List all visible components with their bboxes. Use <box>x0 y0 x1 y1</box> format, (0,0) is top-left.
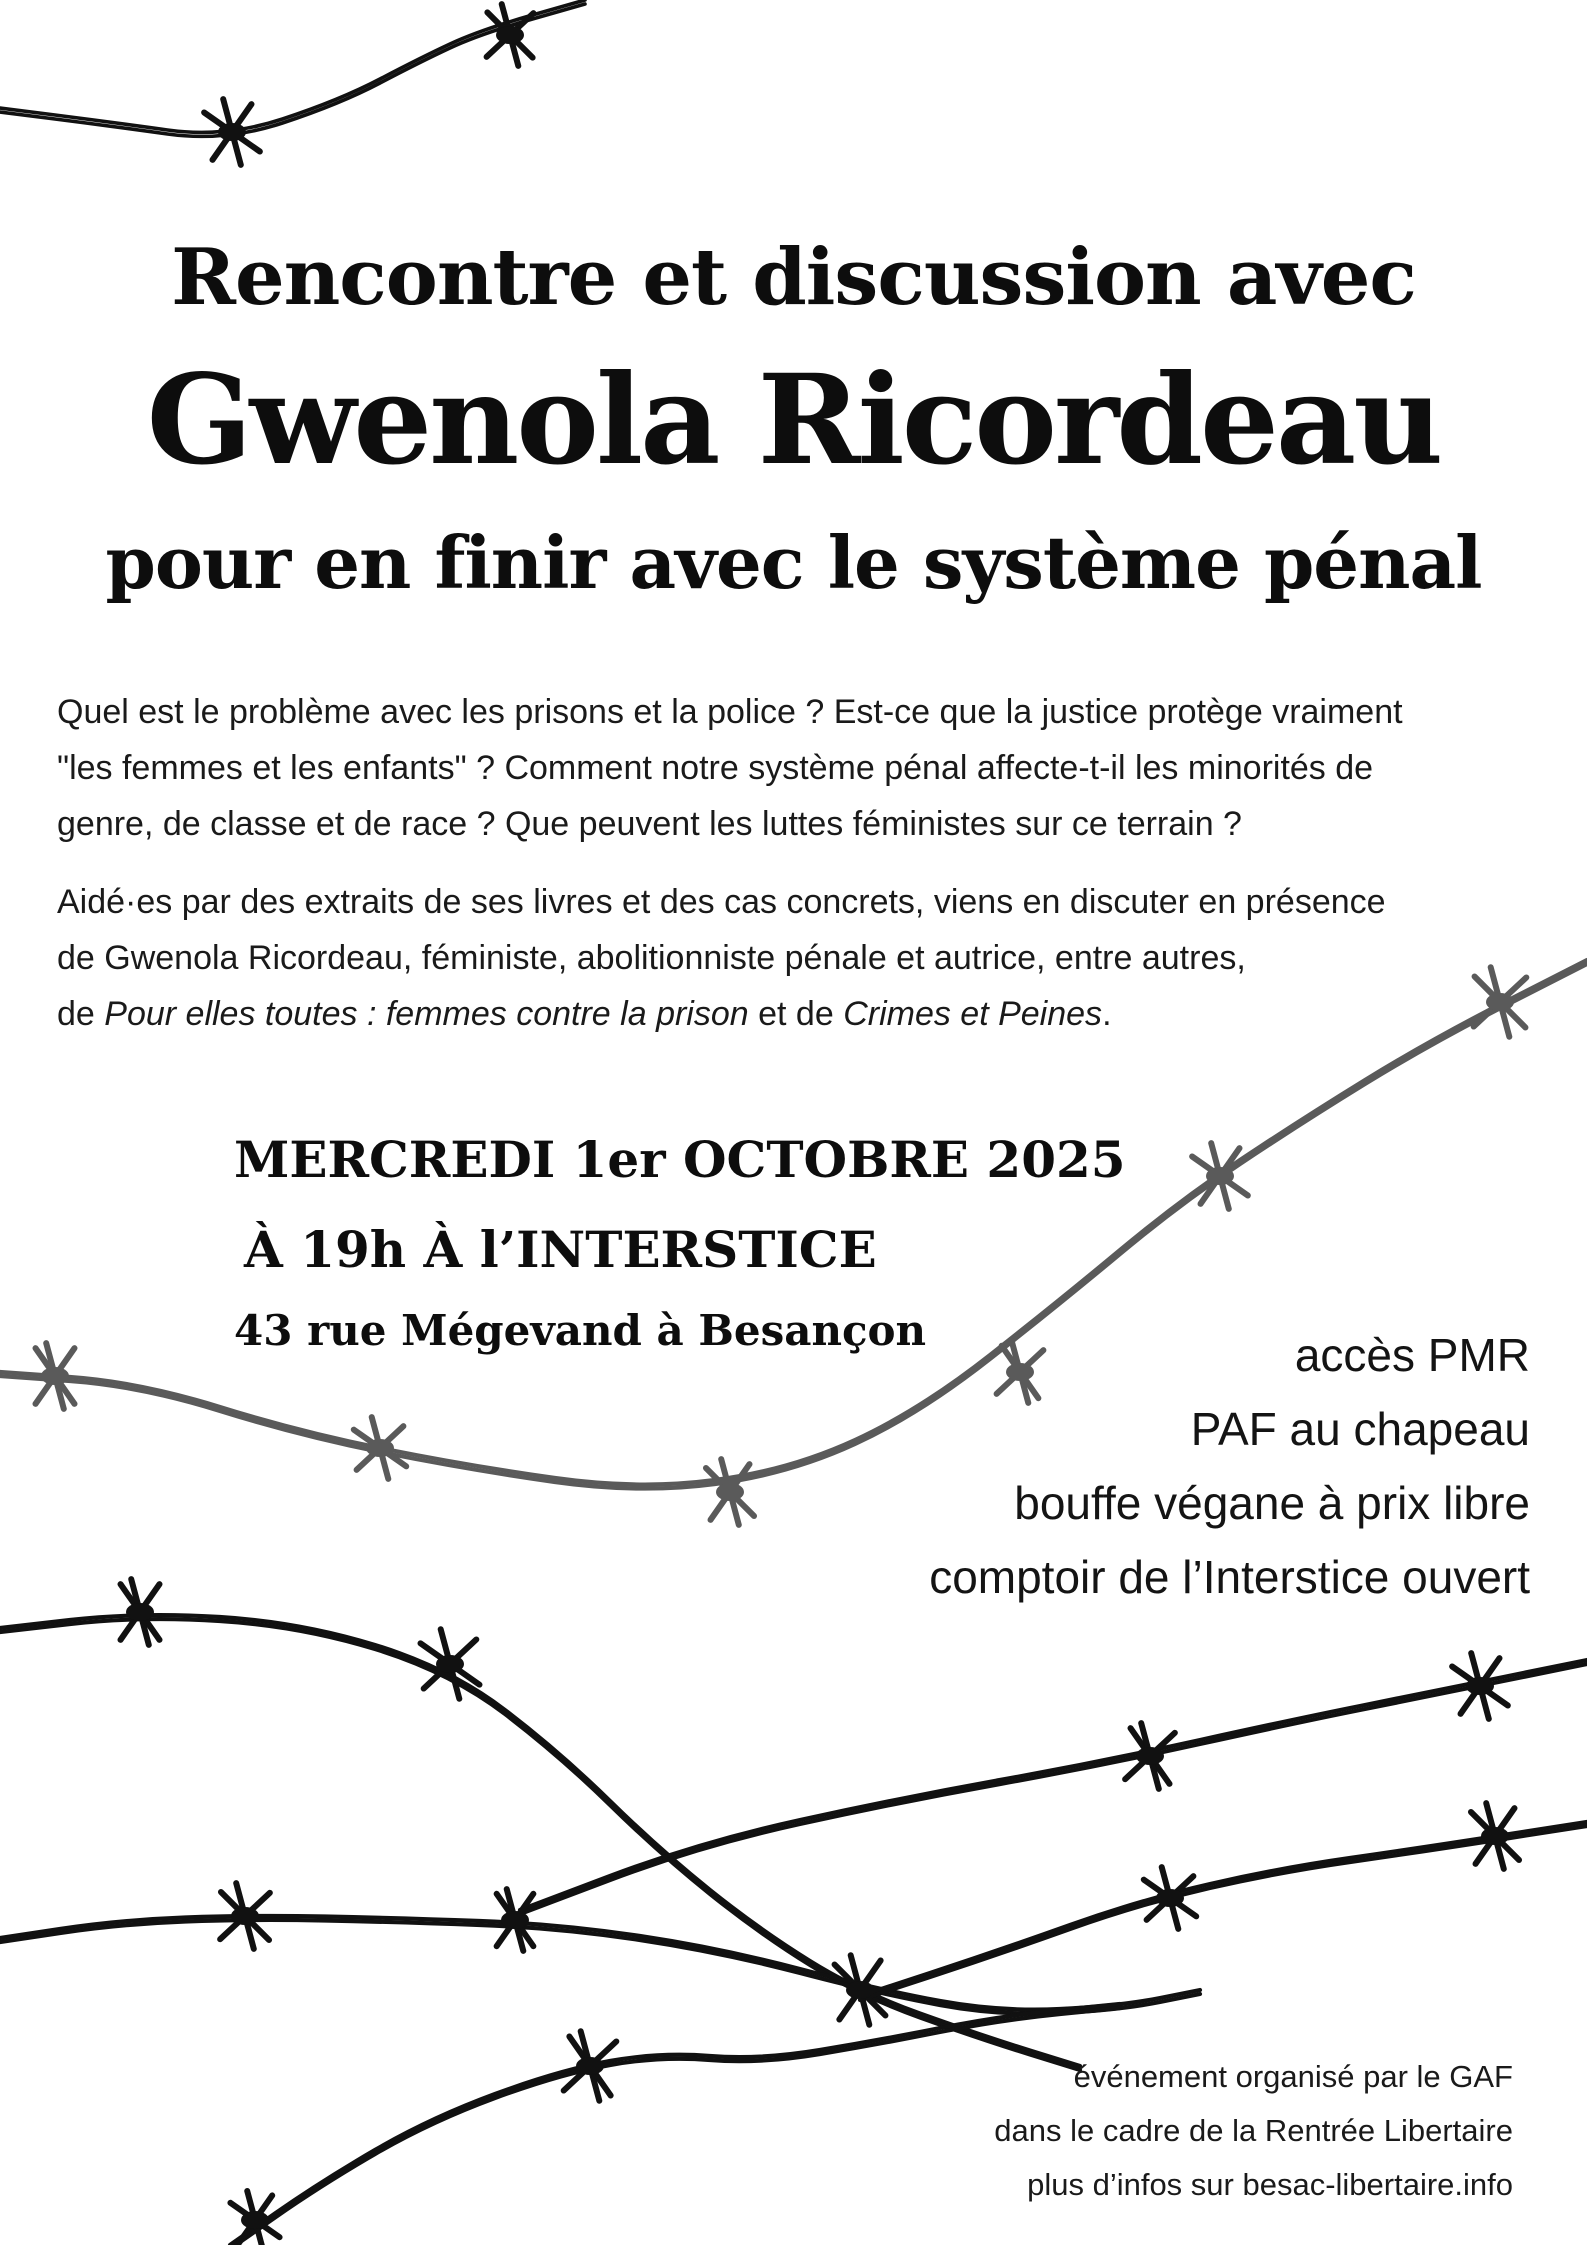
wire-barb <box>35 1343 74 1409</box>
footer-context: dans le cadre de la Rentrée Libertaire <box>994 2113 1513 2148</box>
text-segment: de <box>57 995 105 1033</box>
intro-line: Quel est le problème avec les prisons et la police ? Est-ce que la justice protège vraiment <box>57 693 1403 731</box>
intro-line: genre, de classe et de race ? Que peuvent les luttes féministes sur ce terrain ? <box>57 805 1242 843</box>
footer-organizer: événement organisé par le GAF <box>1073 2059 1513 2094</box>
footer-credits <box>994 2050 1513 2212</box>
title-line-1: Rencontre et discussion avec <box>171 232 1416 323</box>
wire-lower-2 <box>520 1664 1587 1914</box>
intro-line-books <box>57 986 1530 1042</box>
event-date: MERCREDI 1er OCTOBRE 2025 <box>234 1130 1126 1189</box>
wire-lower-3 <box>0 1920 1200 2014</box>
text-segment: . <box>1102 995 1112 1033</box>
intro-line: de Gwenola Ricordeau, féministe, abolitionniste pénale et autrice, entre autres, <box>57 939 1246 977</box>
book-title-2: Crimes et Peines <box>843 995 1103 1033</box>
intro-line: "les femmes et les enfants" ? Comment notre système pénal affecte-t-il les minorités de <box>57 749 1374 787</box>
book-title-1: Pour elles toutes : femmes contre la prison <box>104 995 749 1033</box>
footer-website: plus d’infos sur besac-libertaire.info <box>1027 2167 1513 2202</box>
practical-item-bar: comptoir de l’Interstice ouvert <box>929 1551 1530 1603</box>
event-address: 43 rue Mégevand à Besançon <box>234 1306 927 1355</box>
wire-barb <box>497 1889 534 1951</box>
intro-line: Aidé·es par des extraits de ses livres et des cas concrets, viens en discuter en présence <box>57 883 1386 921</box>
wire-lower-4 <box>860 1822 1587 1996</box>
wire-barb <box>120 1579 159 1645</box>
wire-barb <box>706 1459 754 1525</box>
intro-paragraph-2 <box>57 874 1530 1042</box>
wire-lower-3 <box>0 1916 1200 2010</box>
practical-item-price: PAF au chapeau <box>1190 1403 1530 1455</box>
event-time-place: À 19h À l’INTERSTICE <box>244 1220 877 1279</box>
practical-info <box>929 1318 1530 1614</box>
wire-bottom <box>230 2008 1120 2245</box>
wire-barb <box>487 4 534 66</box>
wire-lower-4 <box>860 1826 1587 2000</box>
practical-item-accessibility: accès PMR <box>1294 1329 1530 1381</box>
wire-barb <box>1192 1143 1248 1209</box>
text-segment: et de <box>748 995 844 1033</box>
title-subtitle: pour en finir avec le système pénal <box>105 520 1482 605</box>
practical-item-food: bouffe végane à prix libre <box>1014 1477 1530 1529</box>
intro-paragraph-1 <box>57 684 1530 852</box>
speaker-name: Gwenola Ricordeau <box>146 348 1441 493</box>
